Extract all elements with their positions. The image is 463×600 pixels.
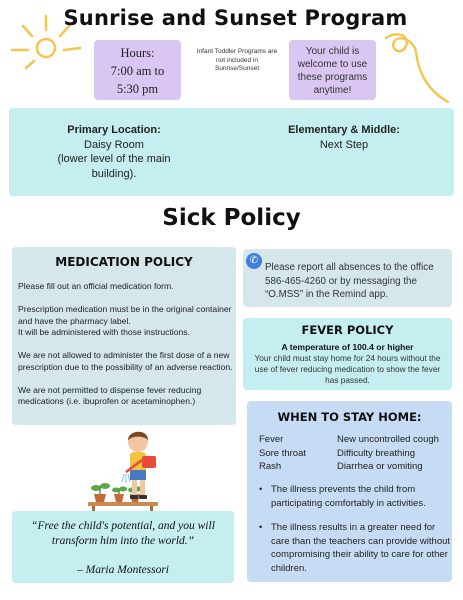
squiggle-decoration xyxy=(380,28,460,108)
absence-report-box xyxy=(243,249,452,307)
symptom: Difficulty breathing xyxy=(337,447,415,459)
page-title: Sunrise and Sunset Program xyxy=(63,6,408,30)
symptom-list xyxy=(259,433,449,474)
elementary-location xyxy=(264,123,424,152)
medication-policy-box xyxy=(12,247,236,425)
hours-start: 7:00 am to xyxy=(110,64,165,78)
primary-location xyxy=(29,123,199,181)
symptom: Fever xyxy=(259,434,284,445)
symptom: Sore throat xyxy=(259,447,306,459)
quote-box xyxy=(12,511,234,583)
symptom: Rash xyxy=(259,461,282,472)
quote-text: “Free the child's potential, and you will transform him into the world.” xyxy=(31,520,215,547)
primary-location-title: Primary Location: xyxy=(67,124,161,136)
elementary-location-title: Elementary & Middle: xyxy=(288,124,400,136)
medication-p2b: It will be administered with those instructions. xyxy=(18,327,190,337)
medication-policy-title: MEDICATION POLICY xyxy=(55,255,193,269)
medication-p3: We are not allowed to administer the first dose of a new prescription due to the possibility of an adverse reaction. xyxy=(18,350,233,372)
medication-p2: Prescription medication must be in the original container and have the pharmacy label. xyxy=(18,304,232,326)
hours-end: 5:30 pm xyxy=(116,82,159,96)
absence-report-text: Please report all absences to the office 586-465-4260 or by messaging the “O.MSS” in the Remind app. xyxy=(265,262,434,300)
medication-p1: Please fill out an official medication form. xyxy=(18,281,174,291)
child-watering-plants-illustration xyxy=(80,426,170,518)
fever-policy-desc: Your child must stay home for 24 hours without the use of fever reducing medication to show the fever has passed. xyxy=(254,353,441,385)
fever-policy-subtitle: A temperature of 100.4 or higher xyxy=(281,342,414,352)
primary-location-desc-2: building). xyxy=(91,167,137,180)
quote-author: – Maria Montessori xyxy=(77,564,169,576)
stay-home-bullet: • The illness results in a greater need for care than the teachers can provide without compromising their ability to care for other children. xyxy=(259,522,451,574)
sick-policy-title: Sick Policy xyxy=(162,205,301,231)
infant-toddler-note: Infant Toddler Programs are not included in Sunrise/Sunset xyxy=(196,48,278,72)
stay-home-title: WHEN TO STAY HOME: xyxy=(277,410,422,424)
hours-box xyxy=(94,40,181,100)
location-box xyxy=(9,108,454,196)
welcome-box: Your child is welcome to use these programs anytime! xyxy=(289,40,376,100)
symptom: Diarrhea or vomiting xyxy=(337,461,423,472)
stay-home-box xyxy=(247,401,452,582)
symptom: New uncontrolled cough xyxy=(337,434,439,445)
primary-location-desc-1: (lower level of the main xyxy=(57,153,171,165)
fever-policy-title: FEVER POLICY xyxy=(301,323,394,337)
hours-label: Hours: xyxy=(120,46,155,60)
stay-home-bullet: • The illness prevents the child from participating comfortably in activities. xyxy=(259,484,426,509)
primary-location-room: Daisy Room xyxy=(84,138,144,151)
elementary-location-room: Next Step xyxy=(319,138,369,151)
medication-p4: We are not permitted to dispense fever reducing medications (i.e. ibuprofen or acetaminophen.) xyxy=(18,384,202,406)
fever-policy-box xyxy=(243,318,452,390)
phone-icon: ✆ xyxy=(246,253,262,269)
